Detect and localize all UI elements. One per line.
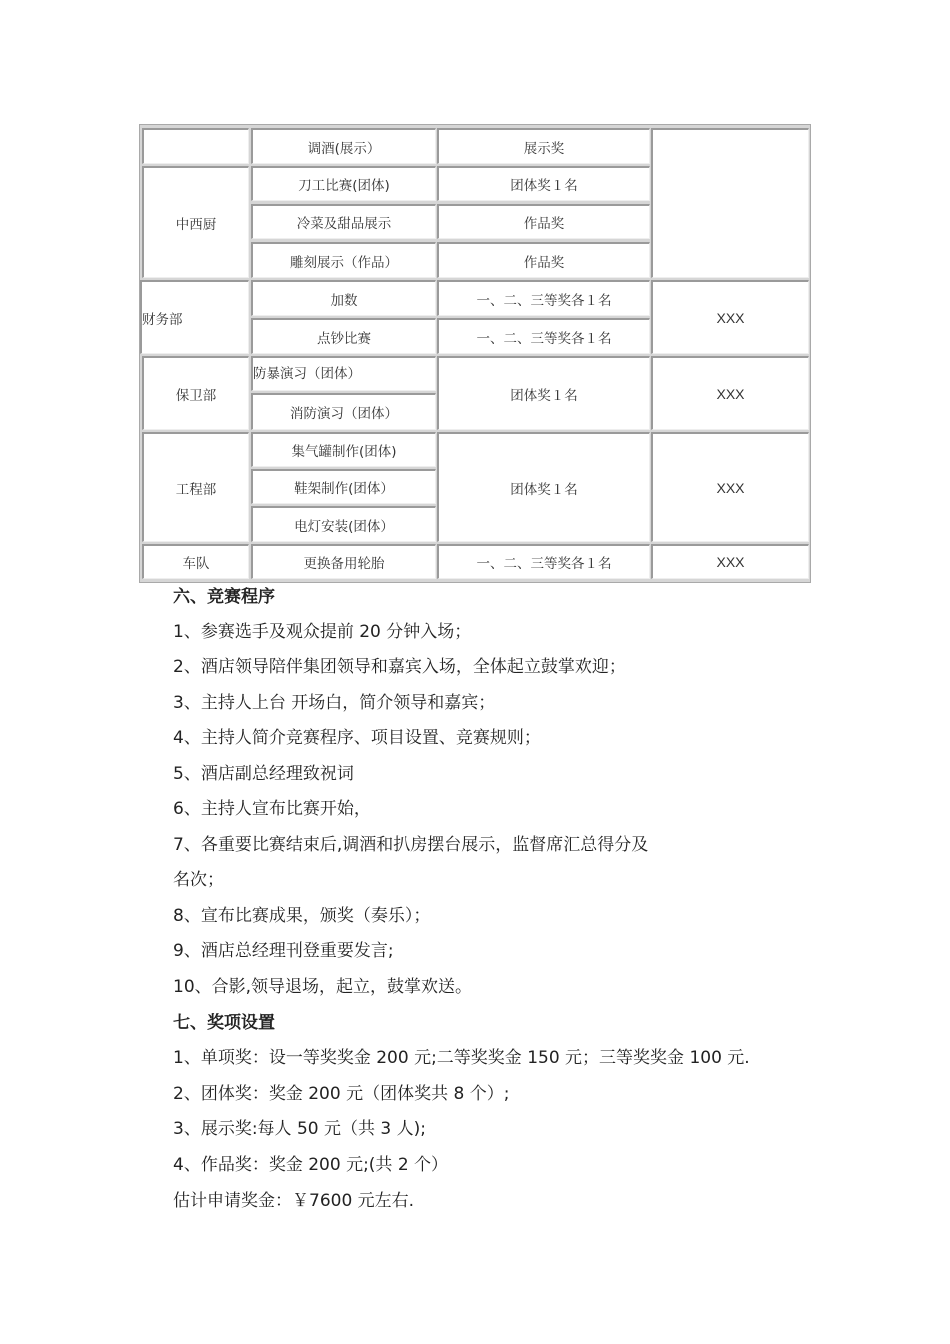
award-cell: 团体奖１名 bbox=[437, 356, 650, 430]
award-line: 3、展示奖:每人 50 元（共 3 人); bbox=[173, 1119, 426, 1139]
item-cell: 加数 bbox=[251, 280, 436, 316]
procedure-line: 名次； bbox=[173, 870, 224, 890]
procedure-line: 10、合影,领导退场，起立，鼓掌欢送。 bbox=[173, 977, 473, 997]
award-cell: 一、二、三等奖各１名 bbox=[437, 544, 650, 579]
award-line: 4、作品奖：奖金 200 元;(共 2 个） bbox=[173, 1155, 449, 1175]
item-cell: 防暴演习（团体） bbox=[251, 356, 436, 391]
dept-cell: 中西厨 bbox=[142, 166, 249, 278]
procedure-line: 9、酒店总经理刊登重要发言; bbox=[173, 941, 394, 961]
item-cell: 集气罐制作(团体) bbox=[251, 432, 436, 467]
item-cell: 刀工比赛(团体) bbox=[251, 166, 436, 201]
procedure-line: 2、酒店领导陪伴集团领导和嘉宾入场，全体起立鼓掌欢迎； bbox=[173, 657, 626, 677]
award-cell: 团体奖１名 bbox=[437, 432, 650, 542]
procedure-line: 8、宣布比赛成果，颁奖（奏乐）； bbox=[173, 906, 431, 926]
procedure-line: 3、主持人上台 开场白，简介领导和嘉宾； bbox=[173, 693, 496, 713]
award-cell: 一、二、三等奖各１名 bbox=[437, 318, 650, 354]
procedure-line: 7、各重要比赛结束后,调酒和扒房摆台展示，监督席汇总得分及 bbox=[173, 835, 649, 855]
section6-heading: 六、竞赛程序 bbox=[173, 587, 275, 607]
item-cell: 冷菜及甜品展示 bbox=[251, 204, 436, 239]
dept-cell: 车队 bbox=[142, 544, 249, 579]
judge-cell-empty bbox=[651, 128, 809, 278]
dept-cell: 财务部 bbox=[140, 280, 249, 354]
procedure-line: 1、参赛选手及观众提前 20 分钟入场； bbox=[173, 622, 472, 642]
item-cell: 更换备用轮胎 bbox=[251, 544, 436, 579]
award-line: 2、团体奖：奖金 200 元（团体奖共 8 个）; bbox=[173, 1084, 510, 1104]
item-cell: 调酒(展示） bbox=[251, 128, 436, 164]
item-cell: 电灯安装(团体） bbox=[251, 506, 436, 542]
dept-cell: 工程部 bbox=[142, 432, 249, 542]
dept-cell: 保卫部 bbox=[142, 356, 249, 430]
award-cell: 作品奖 bbox=[437, 242, 650, 278]
item-cell: 消防演习（团体） bbox=[251, 393, 436, 430]
judge-cell: XXX bbox=[651, 280, 809, 354]
section7-heading: 七、奖项设置 bbox=[173, 1013, 275, 1033]
dept-cell-empty bbox=[142, 128, 249, 164]
competition-table bbox=[139, 124, 811, 583]
item-cell: 鞋架制作(团体） bbox=[251, 469, 436, 504]
item-cell: 点钞比赛 bbox=[251, 318, 436, 354]
award-cell: 作品奖 bbox=[437, 204, 650, 239]
judge-cell: XXX bbox=[651, 432, 809, 542]
award-cell: 展示奖 bbox=[437, 128, 650, 164]
procedure-line: 4、主持人简介竞赛程序、项目设置、竞赛规则； bbox=[173, 728, 541, 748]
award-cell: 一、二、三等奖各１名 bbox=[437, 280, 650, 316]
procedure-line: 6、主持人宣布比赛开始， bbox=[173, 799, 371, 819]
award-cell: 团体奖１名 bbox=[437, 166, 650, 201]
procedure-line: 5、酒店副总经理致祝词 bbox=[173, 764, 354, 784]
judge-cell: XXX bbox=[651, 356, 809, 430]
item-cell: 雕刻展示（作品） bbox=[251, 242, 436, 278]
judge-cell: XXX bbox=[651, 544, 809, 579]
award-line: 1、单项奖：设一等奖奖金 200 元;二等奖奖金 150 元；三等奖奖金 100 元. bbox=[173, 1048, 750, 1068]
award-total-line: 估计申请奖金：￥7600 元左右. bbox=[173, 1191, 415, 1211]
